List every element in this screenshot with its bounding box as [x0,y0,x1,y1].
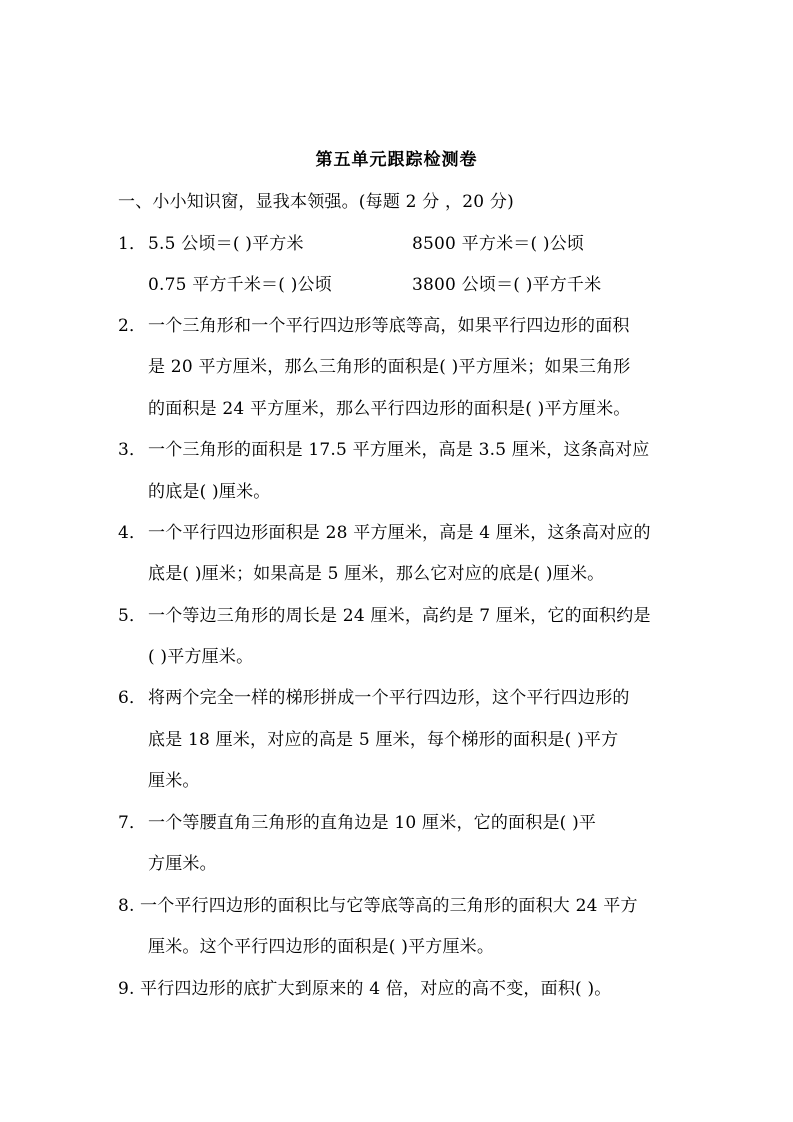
question-text: 一个等腰直角三角形的直角边是 10 厘米，它的面积是( )平 [148,813,597,833]
question-number: 9. [118,979,135,999]
question-text: 是 20 平方厘米，那么三角形的面积是( )平方厘米；如果三角形 [148,357,631,377]
question-text: 平行四边形的底扩大到原来的 4 倍，对应的高不变，面积( )。 [140,979,612,999]
question-number: 8. [118,896,135,916]
question-text: 底是( )厘米；如果高是 5 厘米，那么它对应的底是( )厘米。 [148,564,605,584]
question-text: 厘米。 [148,771,200,791]
page-title: 第五单元跟踪检测卷 [315,150,478,170]
section-heading: 一、小小知识窗，显我本领强。(每题 2 分 ，20 分) [118,192,514,212]
question-number: 7． [118,813,147,833]
question-text: 厘米。这个平行四边形的面积是( )平方厘米。 [148,937,495,957]
question-text: 0.75 平方千米＝( )公顷 [148,275,332,295]
question-number: 1． [118,234,147,254]
question-number: 6． [118,688,147,708]
question-text: 的底是( )厘米。 [148,482,271,502]
question-text: 一个等边三角形的周长是 24 厘米，高约是 7 厘米，它的面积约是 [148,606,651,626]
question-text: 5.5 公顷＝( )平方米 [148,234,304,254]
question-text: 一个平行四边形的面积比与它等底等高的三角形的面积大 24 平方 [140,896,638,916]
question-text: 一个三角形的面积是 17.5 平方厘米，高是 3.5 厘米，这条高对应 [148,440,650,460]
question-text: 方厘米。 [148,854,217,874]
question-text: ( )平方厘米。 [148,647,254,667]
question-number: 4． [118,523,147,543]
question-text: 的面积是 24 平方厘米，那么平行四边形的面积是( )平方厘米。 [148,399,631,419]
question-text: 一个三角形和一个平行四边形等底等高，如果平行四边形的面积 [148,316,630,336]
question-text: 一个平行四边形面积是 28 平方厘米，高是 4 厘米，这条高对应的 [148,523,651,543]
question-text: 底是 18 厘米，对应的高是 5 厘米，每个梯形的面积是( )平方 [148,730,619,750]
question-number: 5． [118,606,147,626]
question-number: 3． [118,440,147,460]
question-text: 将两个完全一样的梯形拼成一个平行四边形，这个平行四边形的 [148,688,630,708]
question-number: 2． [118,316,147,336]
question-text: 3800 公顷＝( )平方千米 [412,275,602,295]
question-text: 8500 平方米＝( )公顷 [412,234,585,254]
